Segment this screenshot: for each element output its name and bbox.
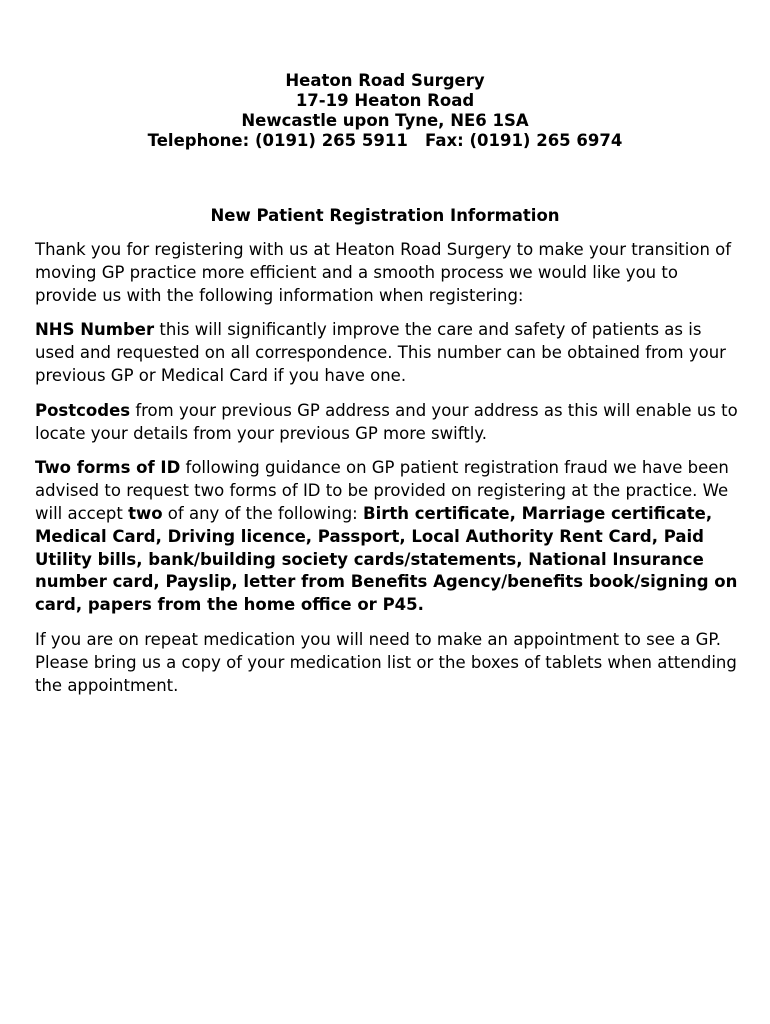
surgery-street: 17-19 Heaton Road xyxy=(295,91,475,110)
nhs-number-paragraph xyxy=(35,319,740,387)
medication-paragraph: If you are on repeat medication you will need to make an appointment to see a GP. Please bring us a copy of your medication list or the boxes of tablets when attending the appointment. xyxy=(35,629,737,695)
id-label: Two forms of ID xyxy=(35,458,181,478)
id-emphasis-two: two xyxy=(128,503,163,523)
postcodes-label: Postcodes xyxy=(35,400,131,420)
nhs-number-label: NHS Number xyxy=(35,320,155,340)
surgery-city: Newcastle upon Tyne, NE6 1SA xyxy=(241,111,529,130)
id-document-list: Birth certificate, Marriage certificate, Medical Card, Driving licence, Passport, Local Authority Rent Card, Paid Utility bills, bank/building society cards/statements, National Insurance number card, Payslip, letter from Benefits Agency/benefits book/signing on card, papers from the home office or P45. xyxy=(35,503,738,615)
surgery-name: Heaton Road Surgery xyxy=(285,71,485,90)
id-paragraph xyxy=(35,457,740,617)
id-text-part1: following guidance on GP patient registration fraud we have been advised to request two forms of ID to be provided on registering at the practice. We will accept xyxy=(35,458,729,523)
surgery-contact: Telephone: (0191) 265 5911 Fax: (0191) 265 6974 xyxy=(147,131,623,150)
nhs-number-text: this will significantly improve the care and safety of patients as is used and requested on all correspondence. This number can be obtained from your previous GP or Medical Card if you have one. xyxy=(35,320,726,385)
document-body xyxy=(35,239,740,709)
postcodes-text: from your previous GP address and your address as this will enable us to locate your details from your previous GP more swiftly. xyxy=(35,400,738,443)
postcodes-paragraph xyxy=(35,400,740,446)
intro-paragraph: Thank you for registering with us at Heaton Road Surgery to make your transition of moving GP practice more efficient and a smooth process we would like you to provide us with the following information when registering: xyxy=(35,240,732,305)
letterhead xyxy=(0,71,770,151)
document-title: New Patient Registration Information xyxy=(210,206,560,225)
id-text-part2: of any of the following: xyxy=(162,503,363,523)
